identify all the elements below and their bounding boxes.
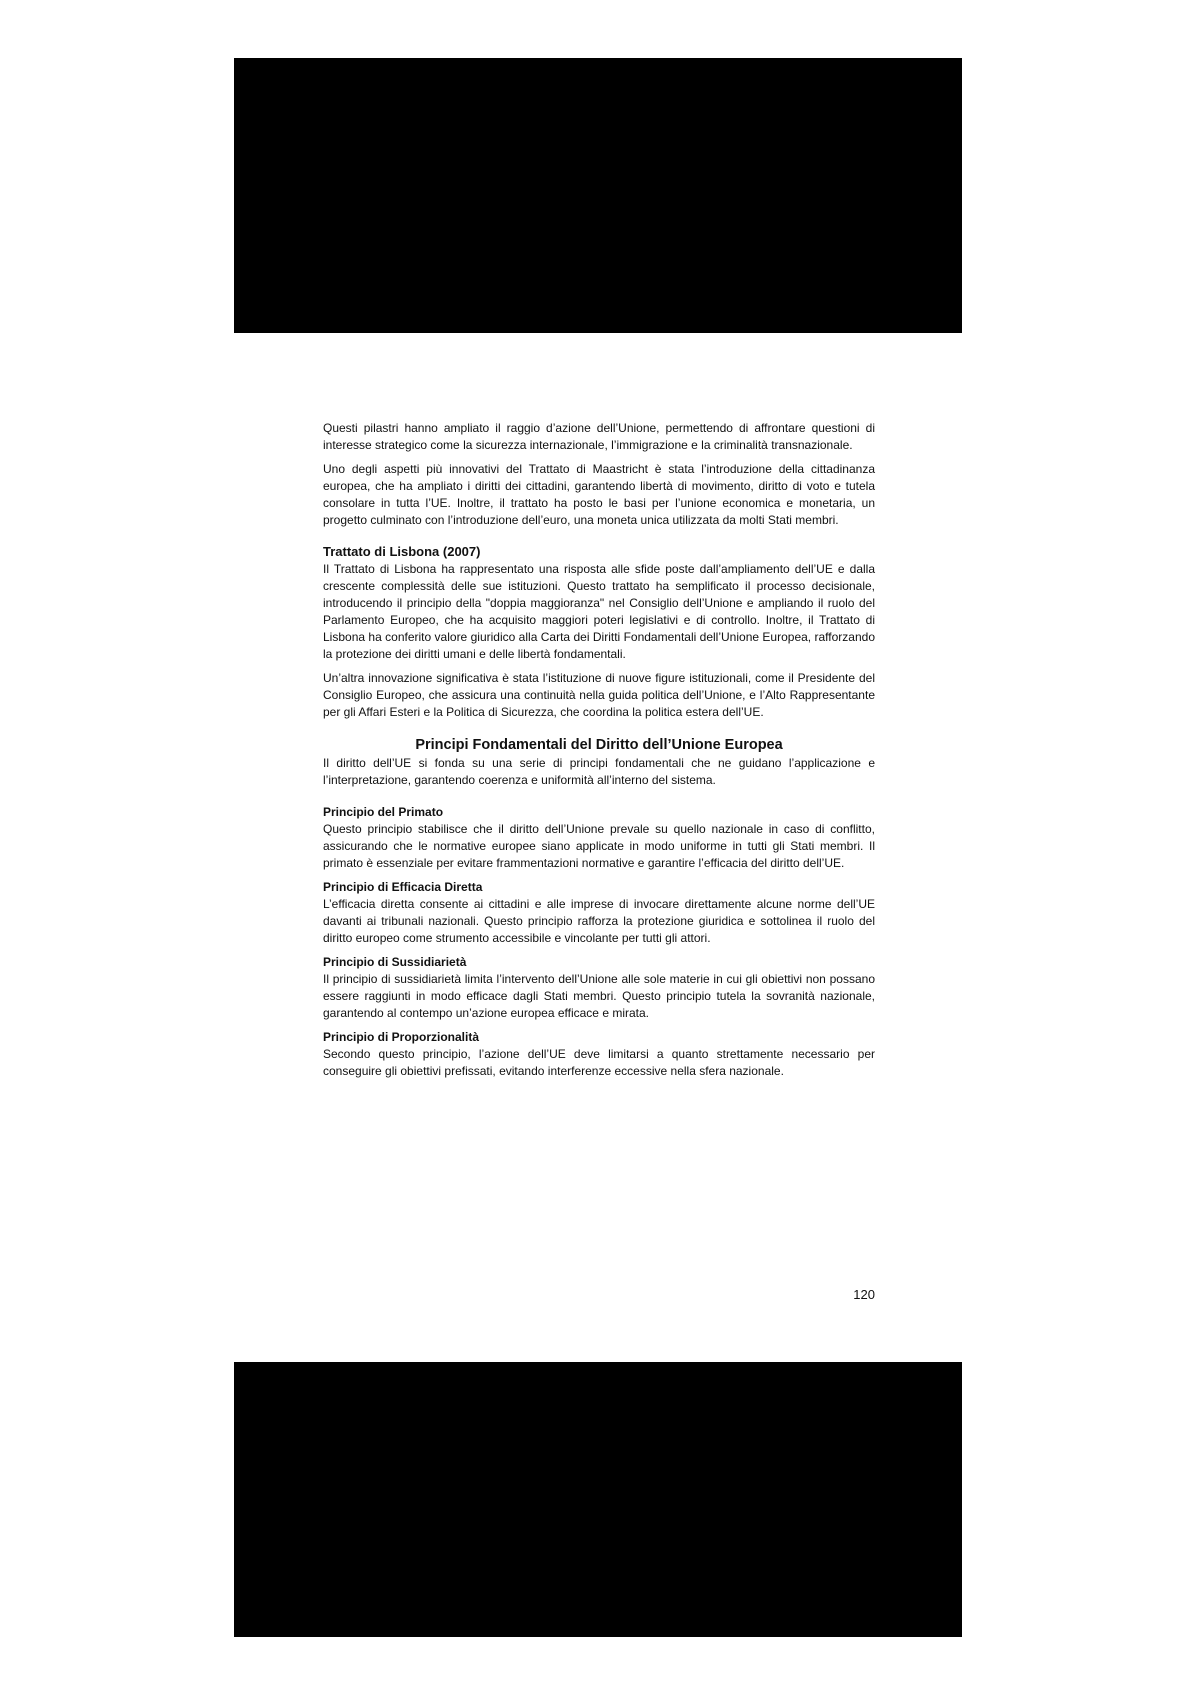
paragraph-principi-intro: Il diritto dell’UE si fonda su una serie di principi fondamentali che ne guidano l’applicazione e l’interpretazione, garantendo coerenza e uniformità all’interno del sistema. bbox=[323, 756, 875, 787]
heading-principio-primato: Principio del Primato bbox=[323, 805, 444, 819]
paragraph-principio-efficacia-diretta: L’efficacia diretta consente ai cittadini e alle imprese di invocare direttamente alcune norme dell’UE davanti ai tribunali nazionali. Questo principio rafforza la protezione giuridica e sottolinea il ruolo del diritto europeo come strumento accessibile e vincolante per tutti gli attori. bbox=[323, 897, 875, 945]
heading-trattato-lisbona: Trattato di Lisbona (2007) bbox=[323, 544, 481, 559]
paragraph-lisbona-1: Il Trattato di Lisbona ha rappresentato una risposta alle sfide poste dall’ampliamento dell’UE e dalla crescente complessità delle sue istituzioni. Questo trattato ha semplificato il processo decisionale, introducendo il principio della "doppia maggioranza" nel Consiglio dell’Unione e ampliando il ruolo del Parlamento Europeo, che ha acquisito maggiori poteri legislativi e di controllo. Inoltre, il Trattato di Lisbona ha conferito valore giuridico alla Carta dei Diritti Fondamentali dell’Unione Europea, rafforzando la protezione dei diritti umani e delle libertà fondamentali. bbox=[323, 562, 875, 661]
paragraph-principio-primato: Questo principio stabilisce che il diritto dell’Unione prevale su quello nazionale in caso di conflitto, assicurando che le normative europee siano applicate in modo uniforme in tutti gli Stati membri. Il primato è essenziale per evitare frammentazioni normative e garantire l’efficacia del diritto dell’UE. bbox=[323, 822, 875, 870]
paragraph-principio-proporzionalita: Secondo questo principio, l’azione dell’UE deve limitarsi a quanto strettamente necessario per conseguire gli obiettivi prefissati, evitando interferenze eccessive nella sfera nazionale. bbox=[323, 1047, 875, 1078]
paragraph-pilastri: Questi pilastri hanno ampliato il raggio d’azione dell’Unione, permettendo di affrontare questioni di interesse strategico come la sicurezza internazionale, l’immigrazione e la criminalità transnazionale. bbox=[323, 421, 875, 452]
redacted-band-bottom bbox=[234, 1362, 962, 1637]
paragraph-principio-sussidiarieta: Il principio di sussidiarietà limita l’intervento dell’Unione alle sole materie in cui gli obiettivi non possano essere raggiunti in modo efficace dagli Stati membri. Questo principio tutela la sovranità nazionale, garantendo al contempo un’azione europea efficace e mirata. bbox=[323, 972, 875, 1020]
redacted-band-top bbox=[234, 58, 962, 333]
page-number: 120 bbox=[853, 1287, 875, 1302]
section-title-principi: Principi Fondamentali del Diritto dell’Unione Europea bbox=[415, 737, 783, 753]
heading-principio-sussidiarieta: Principio di Sussidiarietà bbox=[323, 955, 467, 969]
paragraph-lisbona-2: Un’altra innovazione significativa è stata l’istituzione di nuove figure istituzionali, come il Presidente del Consiglio Europeo, che assicura una continuità nella guida politica dell’Unione, e l’Alto Rappresentante per gli Affari Esteri e la Politica di Sicurezza, che coordina la politica estera dell’UE. bbox=[323, 671, 875, 719]
paragraph-maastricht: Uno degli aspetti più innovativi del Trattato di Maastricht è stata l’introduzione della cittadinanza europea, che ha ampliato i diritti dei cittadini, garantendo libertà di movimento, diritto di voto e tutela consolare in tutta l’UE. Inoltre, il trattato ha posto le basi per l’unione economica e monetaria, un progetto culminato con l’introduzione dell’euro, una moneta unica utilizzata da molti Stati membri. bbox=[323, 462, 875, 527]
document-body bbox=[323, 420, 875, 1080]
heading-principio-efficacia-diretta: Principio di Efficacia Diretta bbox=[323, 880, 483, 894]
heading-principio-proporzionalita: Principio di Proporzionalità bbox=[323, 1030, 480, 1044]
